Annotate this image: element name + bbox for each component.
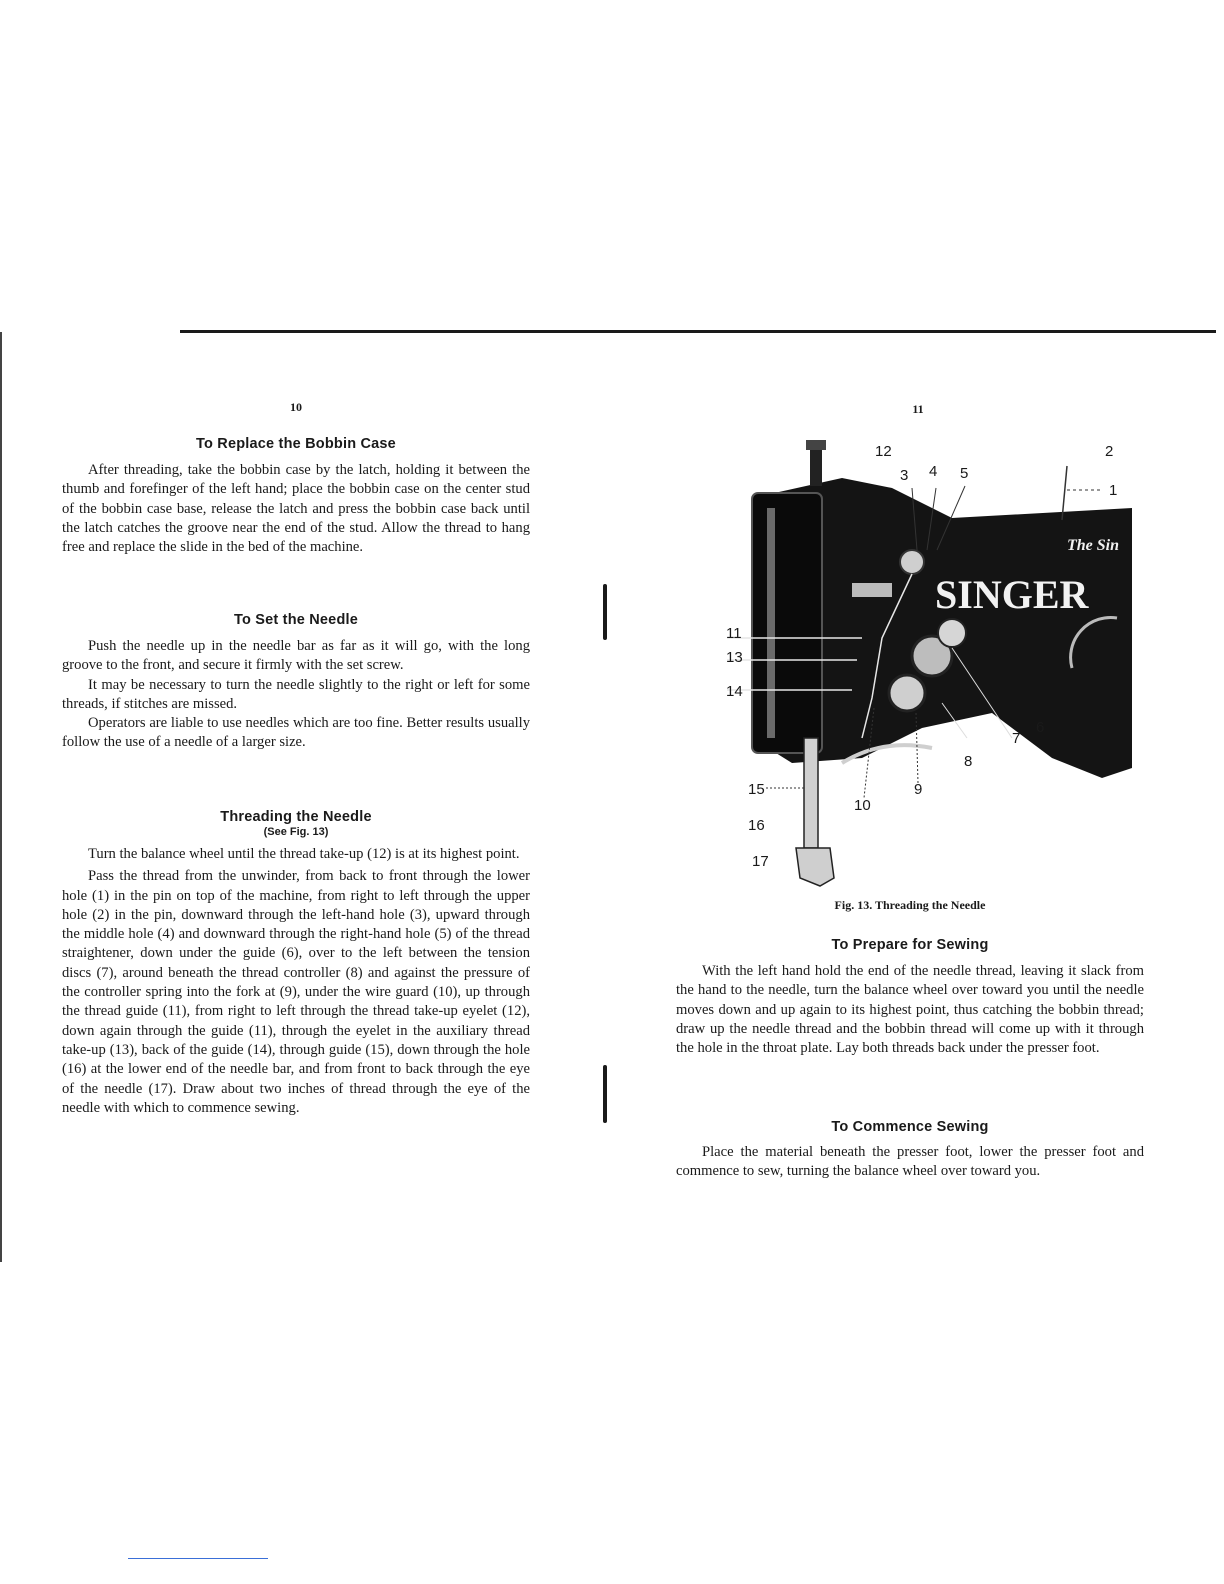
section-title: To Commence Sewing: [831, 1119, 989, 1135]
figure-sewing-machine-threading: [722, 438, 1132, 893]
section-title: To Set the Needle: [234, 612, 358, 628]
callout-14: 14: [726, 683, 743, 700]
spool-pin-cap: [806, 440, 826, 450]
binder-mark-bottom: [603, 1065, 607, 1123]
decal-script: The Sin: [1067, 537, 1120, 554]
callout-8: 8: [964, 753, 973, 770]
callout-10: 10: [854, 797, 871, 814]
section-title: To Replace the Bobbin Case: [196, 436, 396, 452]
section-set-needle: [62, 612, 530, 753]
top-rule: [180, 330, 1216, 333]
paragraph: It may be necessary to turn the needle slightly to the right or left for some threads, if stitches are missed.: [62, 676, 530, 712]
binder-mark-top: [603, 584, 607, 640]
callout-13: 13: [726, 649, 743, 666]
needle-bar: [804, 738, 818, 848]
callout-5: 5: [960, 465, 969, 482]
section-title: Threading the Needle: [220, 809, 372, 825]
paragraph: Turn the balance wheel until the thread take-up (12) is at its highest point.: [88, 846, 520, 862]
section-subtitle: (See Fig. 13): [263, 826, 329, 838]
brand-decal: SINGER: [935, 572, 1089, 617]
callout-15: 15: [748, 781, 765, 798]
paragraph: With the left hand hold the end of the needle thread, leaving it slack from the hand to the needle, turn the balance wheel over toward you until the needle moves down and up again to its highest point, thus catching the bobbin thread; draw up the needle thread and the bobbin thread will come up with it through the hole in the throat plate. Lay both threads back under the presser foot.: [676, 963, 1144, 1057]
presser-foot: [796, 848, 834, 886]
faceplate: [752, 493, 822, 753]
callout-1: 1: [1109, 482, 1118, 499]
section-prepare-sewing: [676, 937, 1144, 1058]
paragraph: Place the material beneath the presser foot, lower the presser foot and commence to sew, turning the balance wheel over toward you.: [676, 1144, 1144, 1180]
callout-2: 2: [1105, 443, 1114, 460]
page-number-right: 11: [912, 402, 924, 416]
scan-artifact-line: [128, 1558, 268, 1559]
left-page-edge: [0, 332, 2, 1262]
callout-16: 16: [748, 817, 765, 834]
paragraph: Pass the thread from the unwinder, from back to front through the lower hole (1) in the pin on top of the machine, from right to left through the upper hole (2) in the pin, downward through the left-hand hole (3), upward through the middle hole (4) and downward through the right-hand hole (5) of the thread straightener, down under the guide (6), over to the left between the tension discs (7), around beneath the thread controller (8) and against the pressure of the controller spring into the fork at (9), under the wire guard (10), up through the thread guide (11), from right to left through the thread take-up eyelet (12), down again through the guide (11), through the eyelet in the auxiliary thread take-up (13), back of the guide (14), through guide (15), down through the hole (16) at the lower end of the needle bar, and from front to back through the eye of the needle (17). Draw about two inches of thread through the eye of the needle with which to commence sewing.: [62, 868, 530, 1116]
paragraph: Operators are liable to use needles which are too fine. Better results usually follow the use of a needle of a larger size.: [62, 715, 530, 751]
paragraph: After threading, take the bobbin case by the latch, holding it between the thumb and forefinger of the left hand; place the bobbin case on the center stud of the bobbin case base, release the latch and press the bobbin case back until the latch catches the groove near the end of the stud. Allow the thread to hang free and replace the slide in the bed of the machine.: [62, 462, 530, 556]
tension-knob: [938, 619, 966, 647]
take-up-lever: [852, 583, 892, 597]
callout-12: 12: [875, 443, 892, 460]
callout-9: 9: [914, 781, 923, 798]
section-replace-bobbin-case: [62, 436, 530, 557]
section-threading-needle: [62, 809, 530, 1118]
section-title: To Prepare for Sewing: [831, 937, 989, 953]
paragraph: Push the needle up in the needle bar as far as it will go, with the long groove to the front, and secure it firmly with the set screw.: [62, 638, 530, 674]
thread-controller: [889, 675, 925, 711]
spool-pin: [810, 446, 822, 486]
callout-17: 17: [752, 853, 769, 870]
callout-6: 6: [1036, 719, 1045, 736]
figure-caption: Fig. 13. Threading the Needle: [834, 898, 986, 912]
faceplate-highlight: [767, 508, 775, 738]
callout-3: 3: [900, 467, 909, 484]
callout-7: 7: [1012, 730, 1021, 747]
section-commence-sewing: [676, 1119, 1144, 1182]
callout-11: 11: [726, 625, 742, 642]
callout-4: 4: [929, 463, 938, 480]
thread-guide-top: [900, 550, 924, 574]
page-number-left: 10: [290, 400, 302, 414]
